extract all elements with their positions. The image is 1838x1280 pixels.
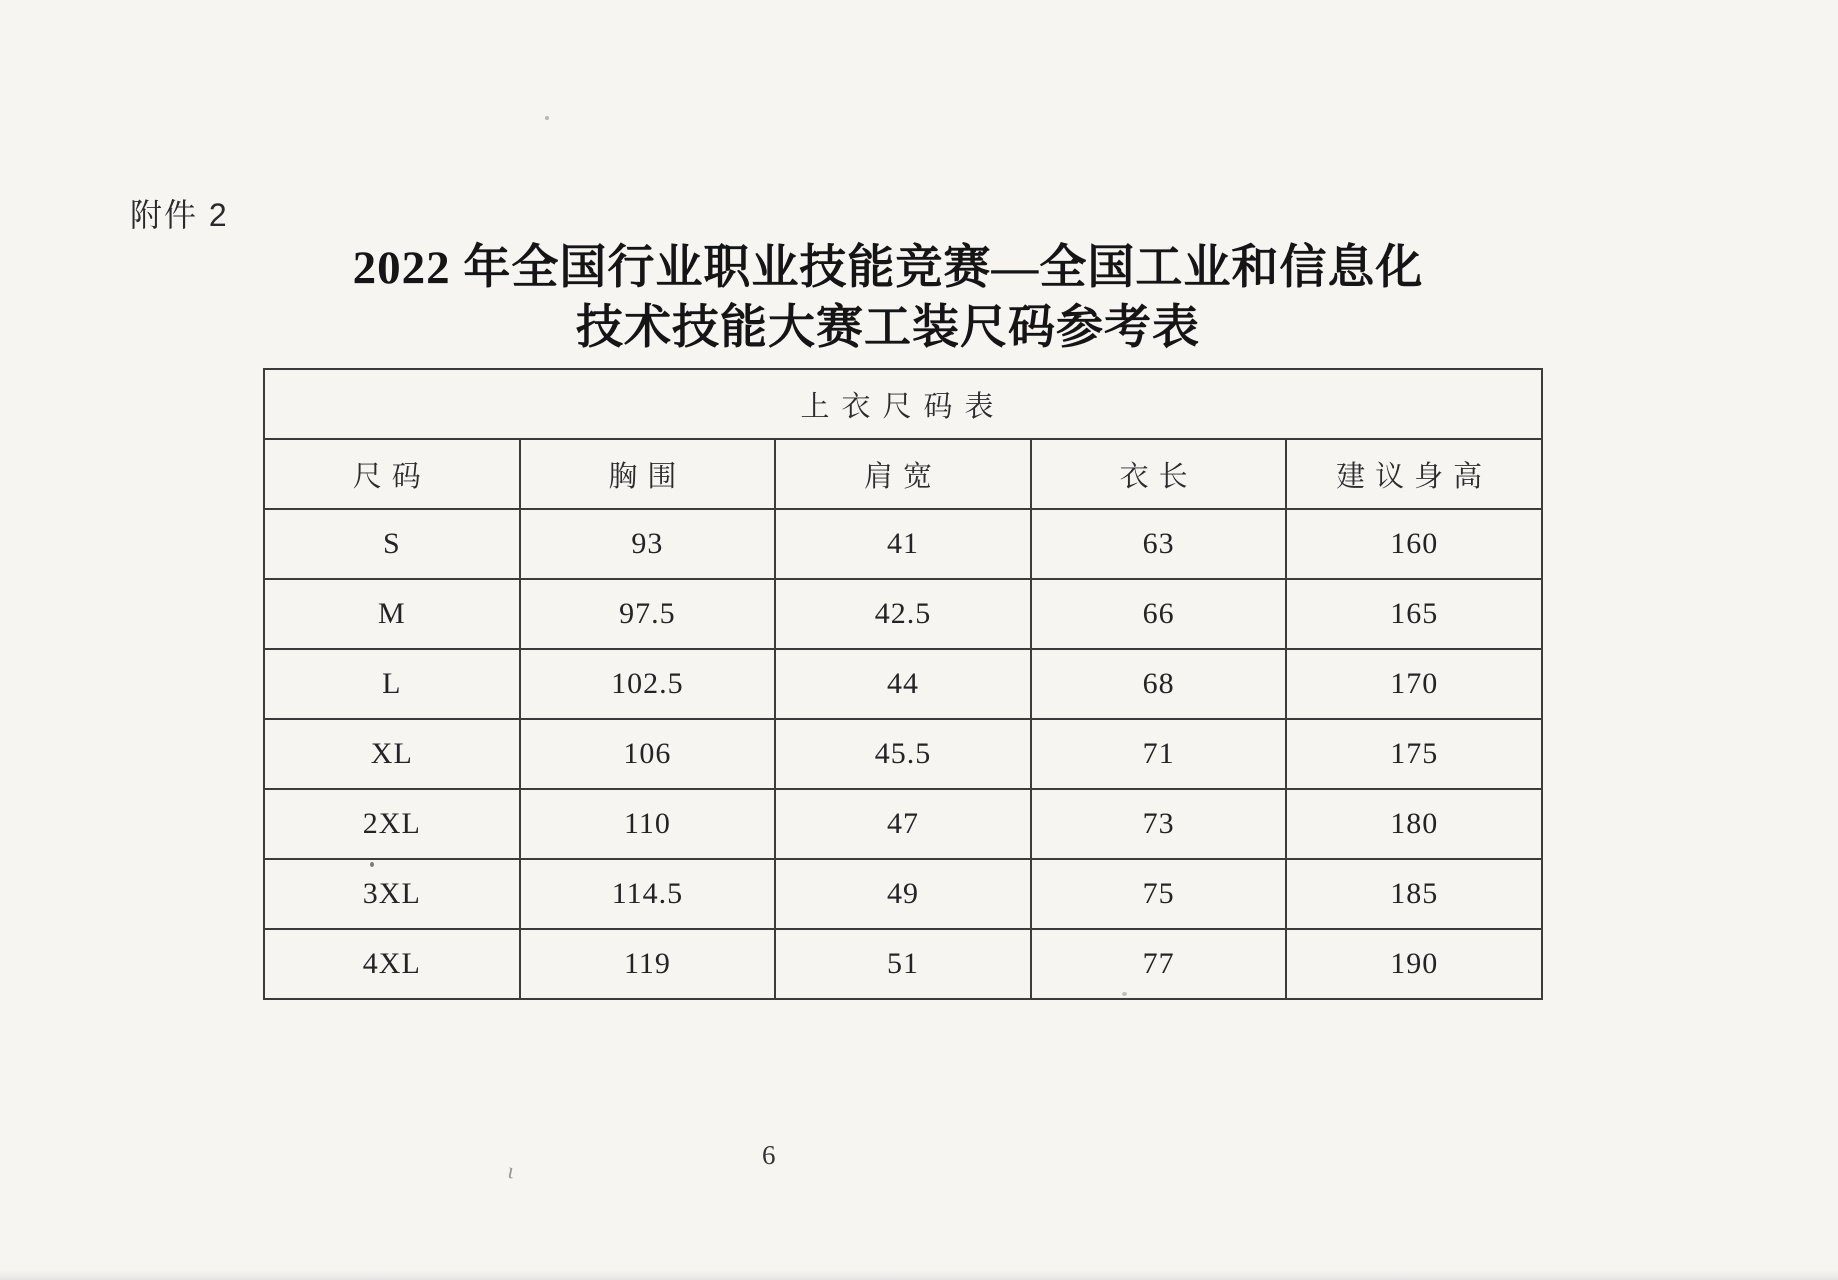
title-line-1: 2022 年全国行业职业技能竞赛—全国工业和信息化 [352,242,1424,294]
value-cell: 42.5 [775,579,1031,649]
size-cell: 4XL [264,929,520,999]
size-cell: S [264,509,520,579]
value-cell: 160 [1286,509,1542,579]
value-cell: 71 [1031,719,1287,789]
table-row [264,509,1542,579]
value-cell: 41 [775,509,1031,579]
value-cell: 45.5 [775,719,1031,789]
scan-artifact: ι [505,1157,517,1184]
size-cell: XL [264,719,520,789]
document-title [248,238,1528,358]
table-row [264,719,1542,789]
table-row [264,859,1542,929]
value-cell: 180 [1286,789,1542,859]
table-row [264,579,1542,649]
value-cell: 93 [520,509,776,579]
size-cell: L [264,649,520,719]
value-cell: 63 [1031,509,1287,579]
table-row [264,649,1542,719]
value-cell: 119 [520,929,776,999]
value-cell: 44 [775,649,1031,719]
page-number: 6 [762,1140,776,1170]
value-cell: 97.5 [520,579,776,649]
value-cell: 73 [1031,789,1287,859]
value-cell: 75 [1031,859,1287,929]
value-cell: 68 [1031,649,1287,719]
value-cell: 47 [775,789,1031,859]
table-caption: 上衣尺码表 [264,369,1542,439]
size-cell: M [264,579,520,649]
table-caption-row [264,369,1542,439]
value-cell: 102.5 [520,649,776,719]
value-cell: 175 [1286,719,1542,789]
value-cell: 51 [775,929,1031,999]
value-cell: 77 [1031,929,1287,999]
value-cell: 165 [1286,579,1542,649]
size-cell: 3XL [264,859,520,929]
value-cell: 185 [1286,859,1542,929]
column-header: 尺码 [264,439,520,509]
table-row [264,929,1542,999]
size-cell: 2XL [264,789,520,859]
column-header: 建议身高 [1286,439,1542,509]
title-line-2: 技术技能大赛工装尺码参考表 [576,302,1200,354]
column-header: 衣长 [1031,439,1287,509]
value-cell: 106 [520,719,776,789]
table-header-row [264,439,1542,509]
table-row [264,789,1542,859]
attachment-label: 附件 2 [130,197,229,233]
value-cell: 66 [1031,579,1287,649]
value-cell: 110 [520,789,776,859]
scan-artifact [545,116,549,120]
size-table [263,368,1543,1000]
value-cell: 190 [1286,929,1542,999]
column-header: 肩宽 [775,439,1031,509]
value-cell: 114.5 [520,859,776,929]
value-cell: 170 [1286,649,1542,719]
column-header: 胸围 [520,439,776,509]
value-cell: 49 [775,859,1031,929]
